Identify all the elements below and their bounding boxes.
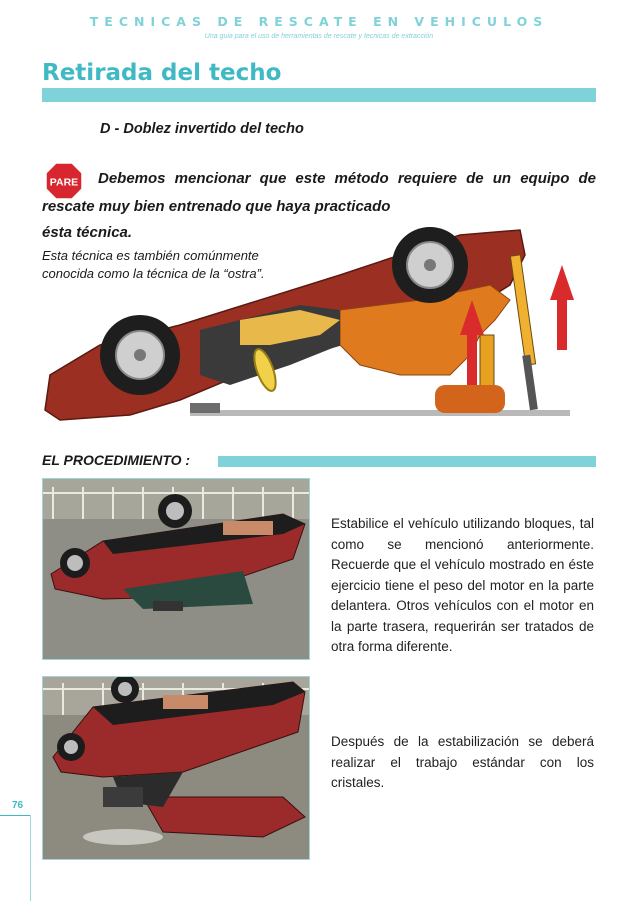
page-number-rule	[0, 815, 30, 816]
procedure-step-2: Después de la estabilización se deberá realizar el trabajo estándar con los cristales.	[331, 734, 594, 790]
warning-line-3: ésta técnica.	[42, 224, 133, 241]
photo-stabilized-vehicle	[42, 478, 310, 660]
stop-sign-icon	[45, 162, 83, 200]
procedure-title-bar	[218, 456, 596, 467]
header-subtitle: Una guia para el uso de herramientas de rescate y tecnicas de extracción	[204, 33, 434, 40]
photo-roof-removal	[42, 676, 310, 860]
page-number: 76	[12, 800, 24, 811]
section-title: Retirada del techo	[42, 60, 282, 86]
procedure-title: EL PROCEDIMIENTO :	[42, 452, 191, 468]
warning-line-2: rescate muy bien entrenado que haya practicado	[42, 198, 391, 215]
warning-line-1: Debemos mencionar que este método requiere de un equipo de	[98, 170, 596, 187]
procedure-step-1: Estabilice el vehículo utilizando bloques, tal como se mencionó anteriormente. Recuerde que el vehículo mostrado en éste ejercicio tiene el peso del motor en la parte delantera. Otros vehículos con el motor en la parte trasera, requerirán ser tratados de otra forma diferente.	[331, 516, 594, 654]
section-title-bar	[42, 88, 596, 102]
section-subtitle: D - Doblez invertido del techo	[100, 121, 304, 137]
margin-rule	[30, 815, 31, 901]
header-title: TECNICAS DE RESCATE EN VEHICULOS	[89, 14, 549, 29]
technique-note: Esta técnica es también comúnmente conocida como la técnica de la “ostra”.	[42, 248, 265, 281]
stop-sign-label: PARE	[49, 176, 79, 189]
